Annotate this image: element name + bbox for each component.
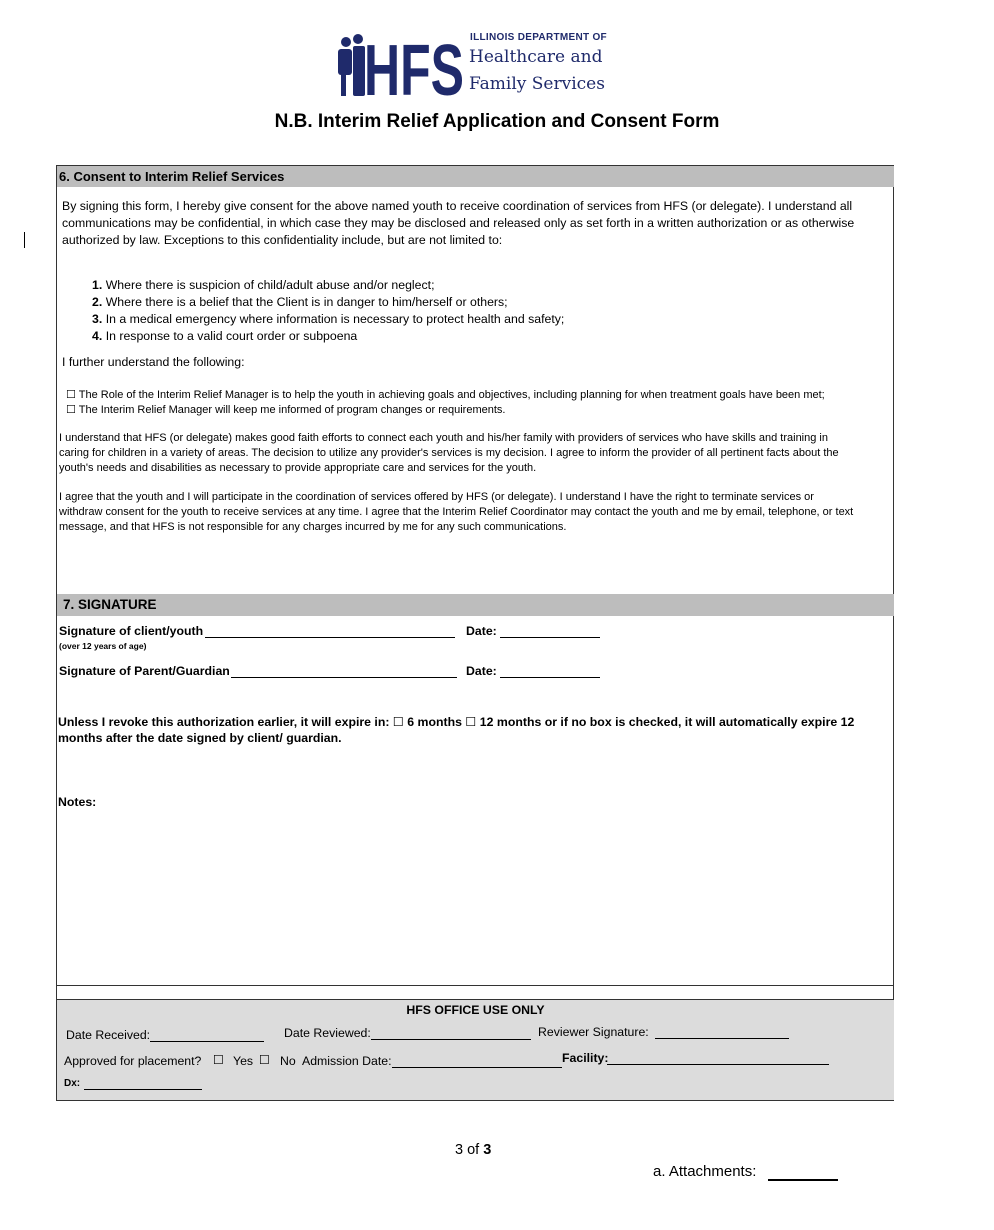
facility-field[interactable] — [607, 1064, 829, 1065]
sig-client-label: Signature of client/youth — [59, 624, 204, 638]
further-understand: I further understand the following: — [62, 355, 245, 369]
section7-heading: 7. SIGNATURE — [57, 594, 894, 616]
attachments-label: a. Attachments: — [653, 1163, 757, 1180]
date-reviewed-field[interactable] — [371, 1039, 531, 1040]
date-reviewed-label: Date Reviewed: — [284, 1026, 371, 1040]
text-cursor — [24, 232, 25, 248]
role-checkbox-row[interactable]: ☐ The Role of the Interim Relief Manager is to help the youth in achieving goals and objectives, including planning for when treatment goals have been met; — [66, 389, 825, 401]
date-label: Date: — [466, 624, 497, 638]
date-label: Date: — [466, 664, 497, 678]
admission-date-label: Admission Date: — [302, 1054, 392, 1068]
agree-paragraph: I agree that the youth and I will participate in the coordination of services offered by HFS (or delegate). I understand I have the right to terminate services or withdraw consent for the youth to receive services at any time. I agree that the Interim Relief Coordinator may contact the youth and me by email, telephone, or text message, and that HFS is not responsible for any charges incurred by me for any such communications. — [59, 491, 854, 533]
logo-line1: ILLINOIS DEPARTMENT OF — [470, 32, 607, 43]
sig-client-sub: (over 12 years of age) — [59, 641, 147, 651]
family-icon — [336, 31, 466, 111]
checkbox-icon[interactable]: ☐ — [66, 404, 76, 416]
page-title: N.B. Interim Relief Application and Consent Form — [274, 111, 720, 132]
reviewer-signature-field[interactable] — [655, 1038, 789, 1039]
list-item: 3. In a medical emergency where information is necessary to protect health and safety; — [92, 312, 565, 326]
list-item: 4. In response to a valid court order or subpoena — [92, 329, 358, 343]
list-item: 1. Where there is suspicion of child/adult abuse and/or neglect; — [92, 278, 435, 292]
approved-label: Approved for placement? — [64, 1054, 202, 1068]
yes-label: Yes — [233, 1054, 254, 1068]
date-received-label: Date Received: — [66, 1028, 151, 1042]
expiration-text: Unless I revoke this authorization earlier, it will expire in: ☐ 6 months ☐ 12 months or if no box is checked, it will automatically expire 12 months after the date signed by client/ guardian. — [58, 715, 855, 745]
dx-label: Dx: — [64, 1078, 81, 1089]
admission-date-field[interactable] — [392, 1067, 562, 1068]
sig-parent-field[interactable] — [231, 677, 457, 678]
facility-label: Facility: — [562, 1051, 609, 1065]
consent-paragraph: By signing this form, I hereby give consent for the above named youth to receive coordination of services from HFS (or delegate). I understand all communications may be confidential, in which case they may be disclosed and released only as set forth in a written authorization or as otherwise authorized by law. Exceptions to this confidentiality include, but are not limited to: — [62, 199, 855, 247]
hfs-logo — [336, 30, 616, 111]
checkbox-icon[interactable]: ☐ — [259, 1053, 271, 1067]
understand-paragraph: I understand that HFS (or delegate) makes good faith efforts to connect each youth and his/her family with providers of services who have skills and training in caring for children in a variety of areas. The decision to utilize any provider's services is my decision. I agree to inform the provider of all pertinent facts about the youth's needs and disabilities as necessary to provide appropriate care and services for the youth. — [59, 432, 839, 474]
reviewer-signature-label: Reviewer Signature: — [538, 1025, 649, 1039]
no-label: No — [280, 1054, 296, 1068]
sig-parent-date-field[interactable] — [500, 677, 600, 678]
logo-line3: Family Services — [469, 74, 605, 94]
office-title: HFS OFFICE USE ONLY — [406, 1003, 545, 1017]
dx-field[interactable] — [84, 1089, 202, 1090]
section6-heading: 6. Consent to Interim Relief Services — [57, 166, 894, 187]
checkbox-icon[interactable]: ☐ — [213, 1053, 225, 1067]
notes-label: Notes: — [58, 795, 97, 809]
sig-client-date-field[interactable] — [500, 637, 600, 638]
list-item: 2. Where there is a belief that the Client is in danger to him/herself or others; — [92, 295, 508, 309]
sig-client-field[interactable] — [205, 637, 455, 638]
checkbox-icon[interactable]: ☐ — [66, 389, 76, 401]
sig-parent-label: Signature of Parent/Guardian — [59, 664, 230, 678]
attachments-field[interactable] — [768, 1179, 838, 1181]
logo-line2: Healthcare and — [469, 47, 603, 67]
divider — [57, 985, 894, 986]
date-received-field[interactable] — [150, 1041, 264, 1042]
informed-checkbox-row[interactable]: ☐ The Interim Relief Manager will keep me informed of program changes or requirements. — [66, 404, 506, 416]
page-number: 3 of 3 — [455, 1142, 492, 1158]
logo-mark: HFS — [364, 31, 464, 111]
